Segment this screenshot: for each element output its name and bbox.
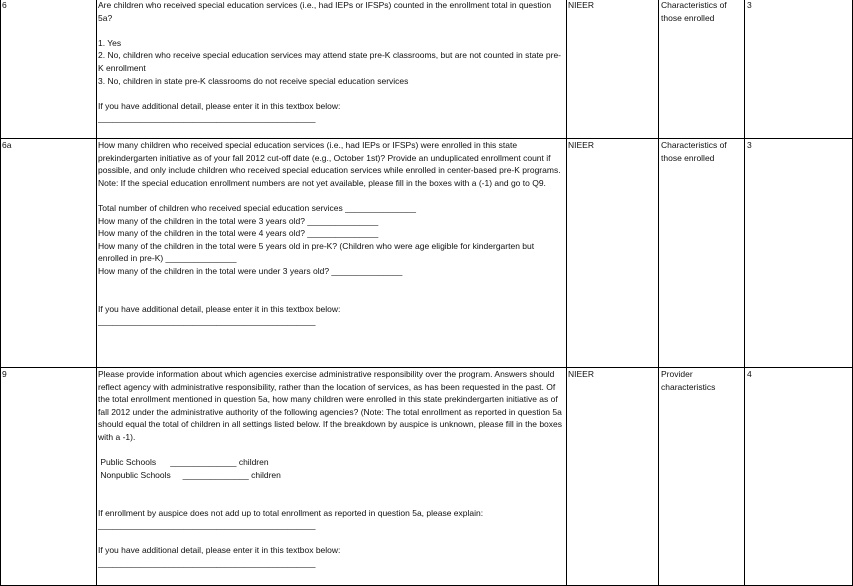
column-divider [658, 0, 659, 586]
priority-cell: 3 [747, 140, 752, 150]
category-cell: Characteristics of those enrolled [661, 140, 727, 163]
column-divider [96, 0, 97, 586]
question-cell [98, 368, 564, 570]
question-text: Please provide information about which agencies exercise administrative responsibility over the program. Answers should reflect agency with administrative responsibility, rather than the location of services, as has been requested in the past. Of the total enrollment mentioned in question 5a, how many children were enrolled in this state prekindergarten initiative as of fall 2012 under the administrative authority of the following agencies? (Note: The total enrollment as reported in question 5a should equal the total of children in all settings listed below. If the breakdown by auspice is unknown, please fill in the boxes with a -1). [98, 369, 563, 442]
enrollment-item[interactable]: How many of the children in the total were 3 years old? _______________ [98, 215, 379, 226]
column-divider [0, 0, 1, 586]
category-cell: Provider characteristics [661, 369, 716, 392]
explain-prompt: If enrollment by auspice does not add up to total enrollment as reported in question 5a, please explain: [98, 507, 484, 518]
question-text: Are children who received special education services (i.e., had IEPs or IFSPs) counted in the enrollment total in question 5a? [98, 0, 552, 23]
detail-textbox[interactable]: ______________________________________________ [98, 557, 316, 568]
priority-cell: 4 [747, 369, 752, 379]
auspice-item[interactable]: Nonpublic Schools ______________ children [98, 469, 281, 480]
enrollment-item[interactable]: How many of the children in the total were 4 years old? _______________ [98, 228, 379, 239]
auspice-item[interactable]: Public Schools ______________ children [98, 457, 269, 468]
category-cell: Characteristics of those enrolled [661, 0, 727, 23]
question-number: 6a [2, 140, 12, 150]
detail-prompt: If you have additional detail, please enter it in this textbox below: [98, 303, 341, 314]
source-cell: NIEER [568, 140, 594, 150]
answer-option: 3. No, children in state pre-K classrooms do not receive special education services [98, 75, 409, 86]
source-cell: NIEER [568, 369, 594, 379]
detail-prompt: If you have additional detail, please enter it in this textbox below: [98, 545, 341, 556]
detail-prompt: If you have additional detail, please enter it in this textbox below: [98, 100, 341, 111]
source-cell: NIEER [568, 0, 594, 10]
column-divider [566, 0, 567, 586]
answer-option: 2. No, children who receive special education services may attend state pre-K classrooms, but are not counted in state pre-K enrollment [98, 50, 562, 73]
enrollment-item[interactable]: Total number of children who received special education services _______________ [98, 202, 417, 213]
explain-textbox[interactable]: ______________________________________________ [98, 520, 316, 531]
column-divider [744, 0, 745, 586]
detail-textbox[interactable]: ______________________________________________ [98, 316, 316, 327]
enrollment-item[interactable]: How many of the children in the total were under 3 years old? _______________ [98, 265, 403, 276]
enrollment-item[interactable]: How many of the children in the total were 5 years old in pre-K? (Children who were age eligible for kindergarten but enrolled in pre-K) _______________ [98, 240, 535, 264]
priority-cell: 3 [747, 0, 752, 10]
question-cell [98, 139, 564, 328]
answer-option: 1. Yes [98, 37, 122, 48]
question-number: 6 [2, 0, 7, 10]
question-text: How many children who received special education services (i.e., had IEPs or IFSPs) were enrolled in this state prekindergarten initiative as of your fall 2012 cut-off date (e.g., October 1st)? Provide an unduplicated enrollment count if possible, and only include children who received special education services while enrolled in center-based pre-K programs. Note: If the special education enrollment numbers are not yet available, please fill in the boxes with a (-1) and go to Q9. [98, 140, 561, 188]
question-cell [98, 0, 564, 125]
question-number: 9 [2, 369, 7, 379]
detail-textbox[interactable]: ______________________________________________ [98, 113, 316, 124]
